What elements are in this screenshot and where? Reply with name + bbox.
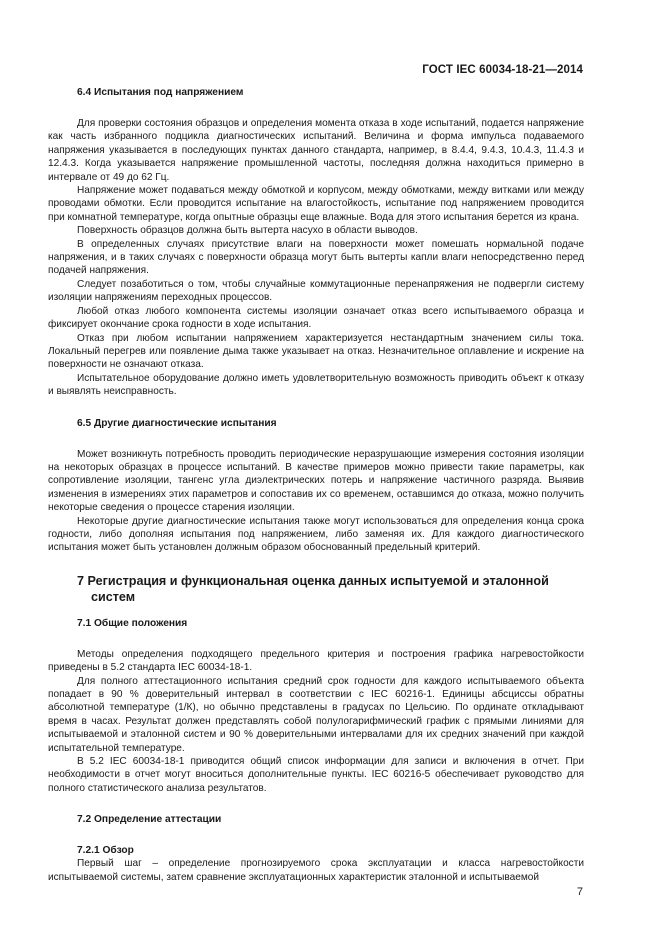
paragraph: Первый шаг – определение прогнозируемого срока эксплуатации и класса нагревостойкости испытываемой системы, затем сравнение эксплуатационных характеристик эталонной и испытываемой [48, 858, 584, 883]
paragraph: В определенных случаях присутствие влаги на поверхности может помешать нормальной подаче напряжения, и в таких случаях с поверхности образца могут быть вытерты капли влаги непосредственно перед подачей напряжения. [48, 238, 584, 277]
paragraph: Для полного аттестационного испытания средний срок годности для каждого испытываемого объекта попадает в 90 % доверительный интервал в соответствии с IEC 60216-1. Единицы абсциссы обратны абсолютной температуре (1/К), но обычно представлены в градусах по Цельсию. По ординате откладывают время в часах. Результат должен представлять собой полулогарифмический график с прямыми линиями для испытываемой и эталонной систем и 90 % доверительными интервалами для их средних значений при каждой испытательной температуре. [48, 675, 584, 754]
paragraph: Методы определения подходящего предельного критерия и построения графика нагревостойкости приведены в 5.2 стандарта IEC 60034-18-1. [48, 648, 584, 674]
page-content [48, 86, 584, 884]
paragraph: Напряжение может подаваться между обмоткой и корпусом, между обмотками, между витками или между проводами обмотки. Если проводится испытание на влагостойкость, испытание под напряжением проводится при комнатной температуре, когда опытные образцы еще влажные. Вода для этого испытания берется из крана. [48, 185, 584, 223]
paragraph: Испытательное оборудование должно иметь удовлетворительную возможность приводить объект к отказу и выявлять неисправность. [48, 372, 584, 398]
paragraph: Отказ при любом испытании напряжением характеризуется нестандартным значением силы тока. Локальный перегрев или появление дыма также указывает на отказ. Незначительное оплавление и искрение на поверхности не означают отказа. [48, 332, 584, 371]
paragraph: Поверхность образцов должна быть вытерта насухо в области выводов. [77, 225, 418, 237]
section-6-5-heading: 6.5 Другие диагностические испытания [77, 417, 277, 429]
page-number: 7 [576, 886, 583, 898]
section-7-1-heading: 7.1 Общие положения [77, 617, 188, 629]
section-7-2-1-heading: 7.2.1 Обзор [77, 845, 134, 857]
section-7-2-heading: 7.2 Определение аттестации [77, 814, 222, 826]
section-6-4-heading: 6.4 Испытания под напряжением [77, 87, 244, 98]
section-7-heading-line1: 7 Регистрация и функциональная оценка данных испытуемой и эталонной [77, 573, 549, 588]
paragraph: Может возникнуть потребность проводить периодические неразрушающие измерения состояния изоляции на некоторых образцах в процессе испытаний. В качестве примеров можно привести такие параметры, как сопротивление изоляции, тангенс угла диэлектрических потерь и напряжение частичного разряда. Выявив изменения в измерениях этих параметров и сопоставив их со временем, оставшимся до отказа, можно получить некоторые сведения о процессе старения изоляции. [48, 448, 584, 514]
document-code-header: ГОСТ IEC 60034-18-21—2014 [422, 64, 583, 76]
paragraph: Следует позаботиться о том, чтобы случайные коммутационные перенапряжения не подвергли систему изоляции напряжениям переходных процессов. [48, 278, 584, 304]
paragraph: Некоторые другие диагностические испытания также могут использоваться для определения конца срока годности, либо дополняя испытания под напряжением, либо заменяя их. Для каждого диагностического испытания может быть установлен должным образом обоснованный предельный критерий. [48, 515, 584, 554]
paragraph: Любой отказ любого компонента системы изоляции означает отказ всего испытываемого образца и фиксирует окончание срока годности в ходе испытания. [48, 305, 584, 331]
paragraph: В 5.2 IEC 60034-18-1 приводится общий список информации для записи и включения в отчет. При необходимости в отчет могут вноситься дополнительные пункты. IEC 60216-5 обеспечивает руководство для полного статистического анализа результатов. [48, 756, 584, 794]
paragraph: Для проверки состояния образцов и определения момента отказа в ходе испытаний, подается напряжение как часть избранного подцикла диагностических испытаний. Величина и форма импульса подаваемого напряжения указывается в последующих пунктах данного стандарта, например, в 8.4.4, 9.4.3, 10.4.3, 11.4.3 и 12.4.3. Когда указывается напряжение промышленной частоты, последняя должна находиться примерно в интервале от 49 до 62 Гц. [48, 118, 584, 183]
section-7-heading-line2: систем [91, 589, 136, 604]
section-7-heading [77, 573, 584, 605]
